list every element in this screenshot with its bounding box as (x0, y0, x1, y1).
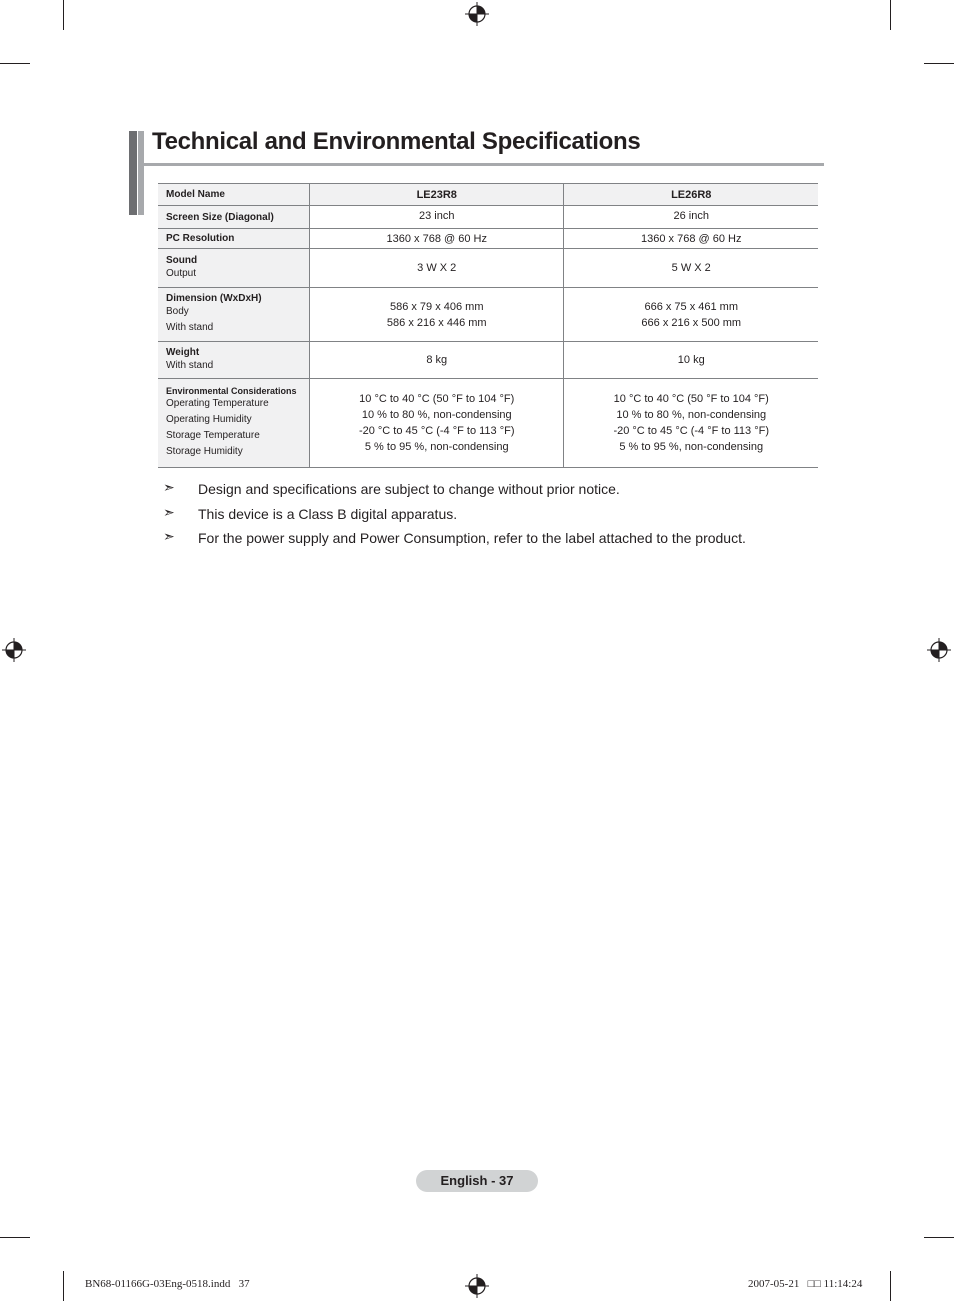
note-text: Design and specifications are subject to change without prior notice. (198, 481, 620, 497)
table-row (158, 288, 818, 342)
row-label: Environmental Considerations Operating Temperature Operating Humidity Storage Temperature Storage Humidity (158, 379, 310, 468)
row-value: 586 x 79 x 406 mm 586 x 216 x 446 mm (310, 288, 564, 342)
table-header-model: LE26R8 (564, 184, 818, 206)
row-value: 23 inch (310, 206, 564, 229)
crop-mark (0, 63, 30, 64)
note-text: For the power supply and Power Consumption, refer to the label attached to the product. (198, 530, 746, 546)
title-accent-bar (129, 131, 137, 215)
table-row (158, 342, 818, 379)
note-arrow-icon: ➣ (163, 479, 175, 495)
note-text: This device is a Class B digital apparatus. (198, 505, 458, 522)
table-header-model: LE23R8 (310, 184, 564, 206)
table-row (158, 206, 818, 229)
crop-mark (924, 1237, 954, 1238)
slug-filename: BN68-01166G-03Eng-0518.indd 37 (85, 1278, 250, 1290)
title-rule (144, 163, 824, 166)
row-value: 10 °C to 40 °C (50 °F to 104 °F) 10 % to 80 %, non-condensing -20 °C to 45 °C (-4 °F to 113 °F) 5 % to 95 %, non-condensing (564, 379, 818, 468)
page-number: English - 37 (416, 1170, 538, 1192)
crop-mark (924, 63, 954, 64)
row-value: 10 kg (564, 342, 818, 379)
row-value: 3 W X 2 (310, 249, 564, 288)
row-label: PC Resolution (158, 229, 310, 249)
row-value: 1360 x 768 @ 60 Hz (310, 229, 564, 249)
registration-mark-icon (465, 2, 489, 26)
table-header-label: Model Name (158, 184, 310, 206)
row-label: Dimension (WxDxH) Body With stand (158, 288, 310, 342)
crop-mark (0, 1237, 30, 1238)
crop-mark (63, 0, 64, 30)
crop-mark (63, 1271, 64, 1301)
table-row (158, 229, 818, 249)
row-value: 1360 x 768 @ 60 Hz (564, 229, 818, 249)
row-value: 8 kg (310, 342, 564, 379)
table-header-row (158, 184, 818, 206)
row-label: Sound Output (158, 249, 310, 288)
registration-mark-icon (927, 638, 951, 662)
title-accent-bar (138, 131, 144, 215)
crop-mark (890, 0, 891, 30)
row-value: 10 °C to 40 °C (50 °F to 104 °F) 10 % to 80 %, non-condensing -20 °C to 45 °C (-4 °F to 113 °F) 5 % to 95 %, non-condensing (310, 379, 564, 468)
registration-mark-icon (465, 1274, 489, 1298)
notes-list (163, 481, 746, 555)
row-value: 666 x 75 x 461 mm 666 x 216 x 500 mm (564, 288, 818, 342)
row-label: Screen Size (Diagonal) (158, 206, 310, 229)
list-item (163, 481, 746, 506)
row-value: 26 inch (564, 206, 818, 229)
registration-mark-icon (2, 638, 26, 662)
row-label: Weight With stand (158, 342, 310, 379)
list-item (163, 530, 746, 555)
note-arrow-icon: ➣ (163, 528, 175, 544)
spec-table (158, 183, 818, 468)
note-arrow-icon: ➣ (163, 503, 175, 520)
page-title: Technical and Environmental Specifications (152, 128, 641, 155)
slug-timestamp: 2007-05-21 □□ 11:14:24 (748, 1278, 863, 1290)
crop-mark (890, 1271, 891, 1301)
row-value: 5 W X 2 (564, 249, 818, 288)
table-row (158, 379, 818, 468)
list-item (163, 503, 746, 531)
table-row (158, 249, 818, 288)
